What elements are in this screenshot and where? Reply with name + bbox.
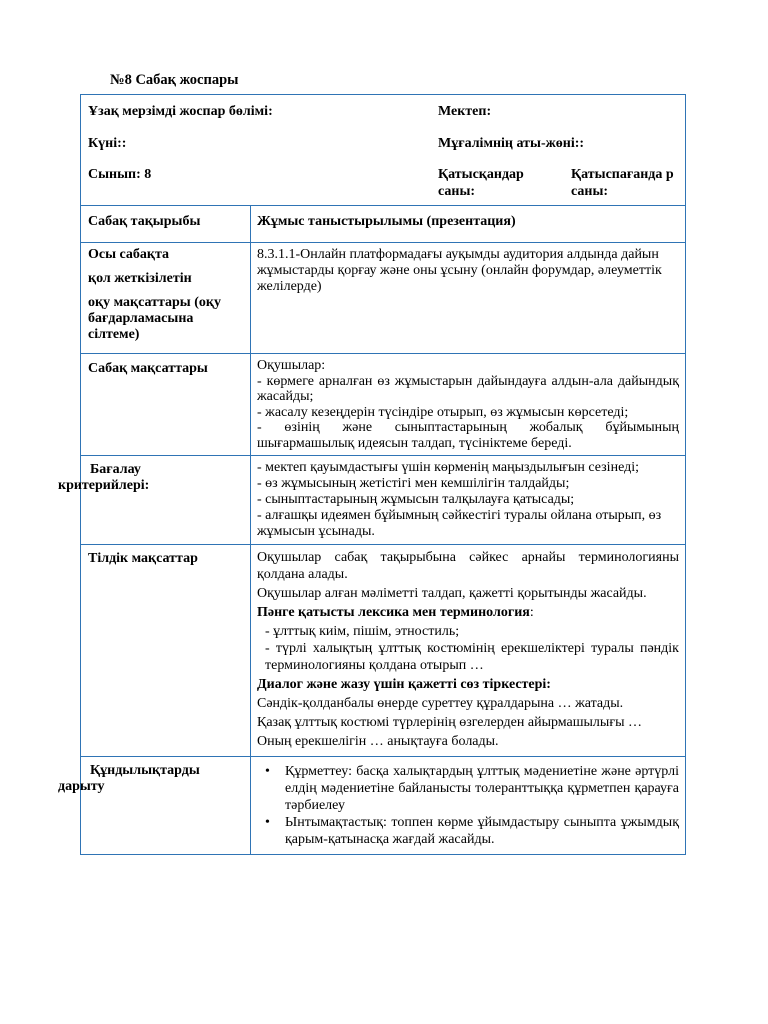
criteria-item: - алғашқы идеямен бұйымның сәйкестігі туралы ойлана отырып, өз жұмысын ұсынады. (257, 508, 662, 539)
topic-value: Жұмыс таныстырылымы (презентация) (251, 206, 686, 243)
criteria-label-cell (58, 456, 251, 545)
vocabulary-item: - ұлттық киім, пішім, этностиль; (265, 624, 460, 639)
language-goals-row (81, 545, 686, 757)
school-label: Мектеп: (438, 104, 492, 119)
vocabulary-heading: Пәнге қатысты лексика мен терминология: (257, 605, 534, 620)
phrase-item: Сәндік-қолданбалы өнерде суреттеу құралдарына … жатады. (257, 696, 624, 711)
criteria-value (251, 456, 686, 545)
objectives-item: - жасалу кезеңдерін түсіндіре отырып, өз жұмысын көрсетеді; (257, 404, 629, 420)
language-goals-value (251, 545, 686, 757)
value-item: • Құрметтеу: басқа халықтардың ұлттық мәдениетіне және әртүрлі елдің мәдениетіне байланысты толеранттыққа құрметпен қарауға тәрбиелеу (285, 763, 679, 814)
objectives-item: - өзінің және сыныптастарының жобалық бұйымының шығармашылық идеясын талдап, түсініктеме береді. (257, 420, 679, 451)
phrase-item: Қазақ ұлттық костюмі түрлерінің өзгелерден айырмашылығы … (257, 715, 642, 730)
goals-label-line-1: Осы сабақта (88, 247, 170, 262)
values-label-line-1: Құндылықтарды (90, 763, 200, 778)
long-term-plan-label: Ұзақ мерзімді жоспар бөлімі: (88, 104, 273, 119)
values-label-line-2: дарыту (58, 779, 105, 794)
topic-label: Сабақ тақырыбы (81, 206, 251, 243)
absent-count-label: Қатыспағанда р саны: (571, 167, 674, 199)
lesson-plan-table (58, 94, 686, 855)
learning-goals-row (81, 243, 686, 354)
criteria-row (81, 456, 686, 545)
criteria-label-line-2: критерийлері: (58, 478, 150, 493)
learning-goals-value: 8.3.1.1-Онлайн платформадағы ауқымды аудитория алдында дайын жұмыстарды қорғау және оны ұсыну (онлайн форумдар, әлеуметтік желілерде) (251, 243, 686, 354)
criteria-item: - сыныптастарының жұмысын талқылауға қатысады; (257, 492, 575, 507)
value-item: • Ынтымақтастық: топпен көрме ұйымдастыру сыныпта ұжымдық қарым-қатынасқа жағдай жасайды. (285, 814, 679, 848)
header-row (81, 95, 686, 206)
criteria-item: - мектеп қауымдастығы үшін көрменің маңыздылығын сезінеді; (257, 460, 639, 475)
values-label-cell (58, 757, 251, 855)
language-goal-2: Оқушылар алған мәліметті талдап, қажетті қорытынды жасайды. (257, 586, 647, 601)
phrase-item: Оның ерекшелігін … анықтауға болады. (257, 734, 499, 749)
objectives-label: Сабақ мақсаттары (81, 354, 251, 456)
present-count-label: Қатысқандар саны: (438, 167, 524, 199)
values-value (251, 757, 686, 855)
values-row (81, 757, 686, 855)
language-goals-label: Тілдік мақсаттар (81, 545, 251, 757)
date-label: Күні:: (88, 136, 127, 151)
objectives-intro: Оқушылар: (257, 358, 326, 373)
class-label: Сынып: 8 (88, 167, 152, 182)
objectives-item: - көрмеге арналған өз жұмыстарын дайындауға алдын-ала дайындық жасайды; (257, 373, 679, 404)
criteria-item: - өз жұмысының жетістігі мен кемшілігін талдайды; (257, 476, 570, 491)
language-goal-1: Оқушылар сабақ тақырыбына сәйкес арнайы терминологияны қолдана алады. (257, 550, 679, 582)
learning-goals-label (81, 243, 251, 354)
teacher-name-label: Мұғалімнің аты-жөні:: (438, 136, 585, 151)
header-cell (81, 95, 686, 206)
page-title: №8 Сабақ жоспары (110, 72, 239, 88)
objectives-row (81, 354, 686, 456)
vocabulary-item: - түрлі халықтың ұлттық костюмінің ерекшеліктері туралы пәндік терминологияны қолдана отырып … (265, 641, 679, 673)
goals-label-line-3: оқу мақсаттары (оқу бағдарламасына сілтеме) (88, 295, 221, 342)
criteria-label-line-1: Бағалау (90, 462, 141, 477)
objectives-value (251, 354, 686, 456)
goals-label-line-2: қол жеткізілетін (88, 271, 192, 286)
dialog-heading: Диалог және жазу үшін қажетті сөз тіркестері: (257, 677, 551, 692)
topic-row (81, 206, 686, 243)
